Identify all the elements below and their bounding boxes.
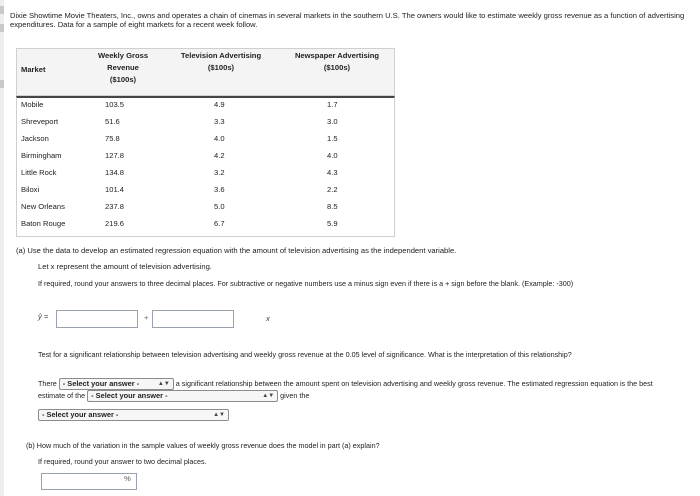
rounding-note-b: If required, round your answer to two decimal places. (38, 457, 207, 466)
yhat-label: ŷ = (38, 312, 49, 321)
header-tv: Television Advertising ($100s) (180, 51, 262, 72)
cell-market: Birmingham (21, 151, 62, 160)
third-select-row (38, 409, 668, 421)
cell-revenue: 51.6 (105, 117, 120, 126)
cell-tv: 4.2 (214, 151, 225, 160)
left-gutter (0, 0, 4, 496)
given-select[interactable] (38, 409, 229, 421)
cell-market: Jackson (21, 134, 49, 143)
cell-market: Biloxi (21, 185, 40, 194)
gutter-marker (0, 80, 4, 88)
cell-market: New Orleans (21, 202, 65, 211)
rounding-note-a: If required, round your answers to three decimal places. For subtractive or negative numbers use a minus sign even if there is a + sign before the blank. (Example: -300) (38, 279, 574, 288)
cell-revenue: 237.8 (105, 202, 125, 211)
slope-input[interactable] (152, 310, 234, 328)
plus-sign: + (144, 313, 149, 322)
cell-revenue: 127.8 (105, 151, 125, 160)
cell-newspaper: 8.5 (327, 202, 338, 211)
part-a-question: (a) Use the data to develop an estimated regression equation with the amount of television advertising as the independent variable. (16, 246, 457, 255)
part-b-question: (b) How much of the variation in the sample values of weekly gross revenue does the model in part (a) explain? (26, 441, 380, 450)
select-arrows-icon: ▲▼ (157, 381, 170, 388)
relationship-select[interactable] (59, 378, 174, 390)
gutter-marker (0, 24, 4, 32)
header-revenue: Weekly Gross Revenue ($100s) (97, 51, 149, 84)
header-newspaper: Newspaper Advertising ($100s) (294, 51, 380, 72)
select-arrows-icon: ▲▼ (213, 412, 225, 418)
gutter-marker (0, 6, 4, 14)
table-row (17, 200, 396, 218)
cell-tv: 6.7 (214, 219, 225, 228)
data-table (16, 48, 395, 237)
cell-tv: 3.2 (214, 168, 225, 177)
table-row (17, 183, 396, 201)
cell-newspaper: 1.5 (327, 134, 338, 143)
intercept-input[interactable] (56, 310, 138, 328)
table-header (16, 48, 395, 96)
sentence-middle: a significant relationship between the amount spent on television advertising and weekly gross revenue. The estimated regression equation is the best estimate of the (38, 379, 653, 401)
cell-newspaper: 4.0 (327, 151, 338, 160)
table-row (17, 115, 396, 133)
interpretation-sentence (38, 378, 658, 402)
cell-revenue: 101.4 (105, 185, 125, 194)
let-x-note: Let x represent the amount of television advertising. (38, 262, 212, 271)
estimate-select[interactable] (87, 390, 278, 402)
cell-market: Baton Rouge (21, 219, 66, 228)
table-row (17, 166, 396, 184)
cell-tv: 4.9 (214, 100, 225, 109)
estimate-select-value: - Select your answer - (91, 391, 168, 401)
relationship-select-value: - Select your answer - (62, 379, 140, 389)
given-select-value: - Select your answer - (42, 410, 119, 419)
there-label: There (38, 379, 57, 388)
cell-revenue: 103.5 (105, 100, 125, 109)
percent-sign: % (124, 474, 131, 483)
table-row (17, 217, 396, 235)
problem-intro: Dixie Showtime Movie Theaters, Inc., owns and operates a chain of cinemas in several markets in the southern U.S. The owners would like to estimate weekly gross revenue as a function of advertising expenditures. Data for a sample of eight markets for a recent week follow. (10, 11, 685, 30)
cell-newspaper: 2.2 (327, 185, 338, 194)
cell-newspaper: 5.9 (327, 219, 338, 228)
given-the-label: given the (280, 391, 310, 401)
cell-market: Little Rock (21, 168, 57, 177)
cell-tv: 4.0 (214, 134, 225, 143)
cell-revenue: 75.8 (105, 134, 120, 143)
cell-tv: 3.6 (214, 185, 225, 194)
cell-tv: 3.3 (214, 117, 225, 126)
select-arrows-icon: ▲▼ (262, 393, 275, 400)
cell-tv: 5.0 (214, 202, 225, 211)
x-variable-label: x (266, 314, 270, 323)
table-body (16, 96, 395, 237)
header-market: Market (21, 65, 46, 74)
cell-newspaper: 4.3 (327, 168, 338, 177)
cell-newspaper: 3.0 (327, 117, 338, 126)
table-row (17, 132, 396, 150)
cell-market: Mobile (21, 100, 44, 109)
cell-revenue: 219.6 (105, 219, 125, 228)
cell-market: Shreveport (21, 117, 59, 126)
variation-percent-input[interactable] (41, 473, 137, 490)
significance-question: Test for a significant relationship between television advertising and weekly gross revenue at the 0.05 level of significance. What is the interpretation of this relationship? (38, 350, 572, 359)
cell-revenue: 134.8 (105, 168, 125, 177)
cell-newspaper: 1.7 (327, 100, 338, 109)
table-row (17, 149, 396, 167)
table-row (17, 98, 396, 116)
regression-equation (38, 310, 270, 326)
